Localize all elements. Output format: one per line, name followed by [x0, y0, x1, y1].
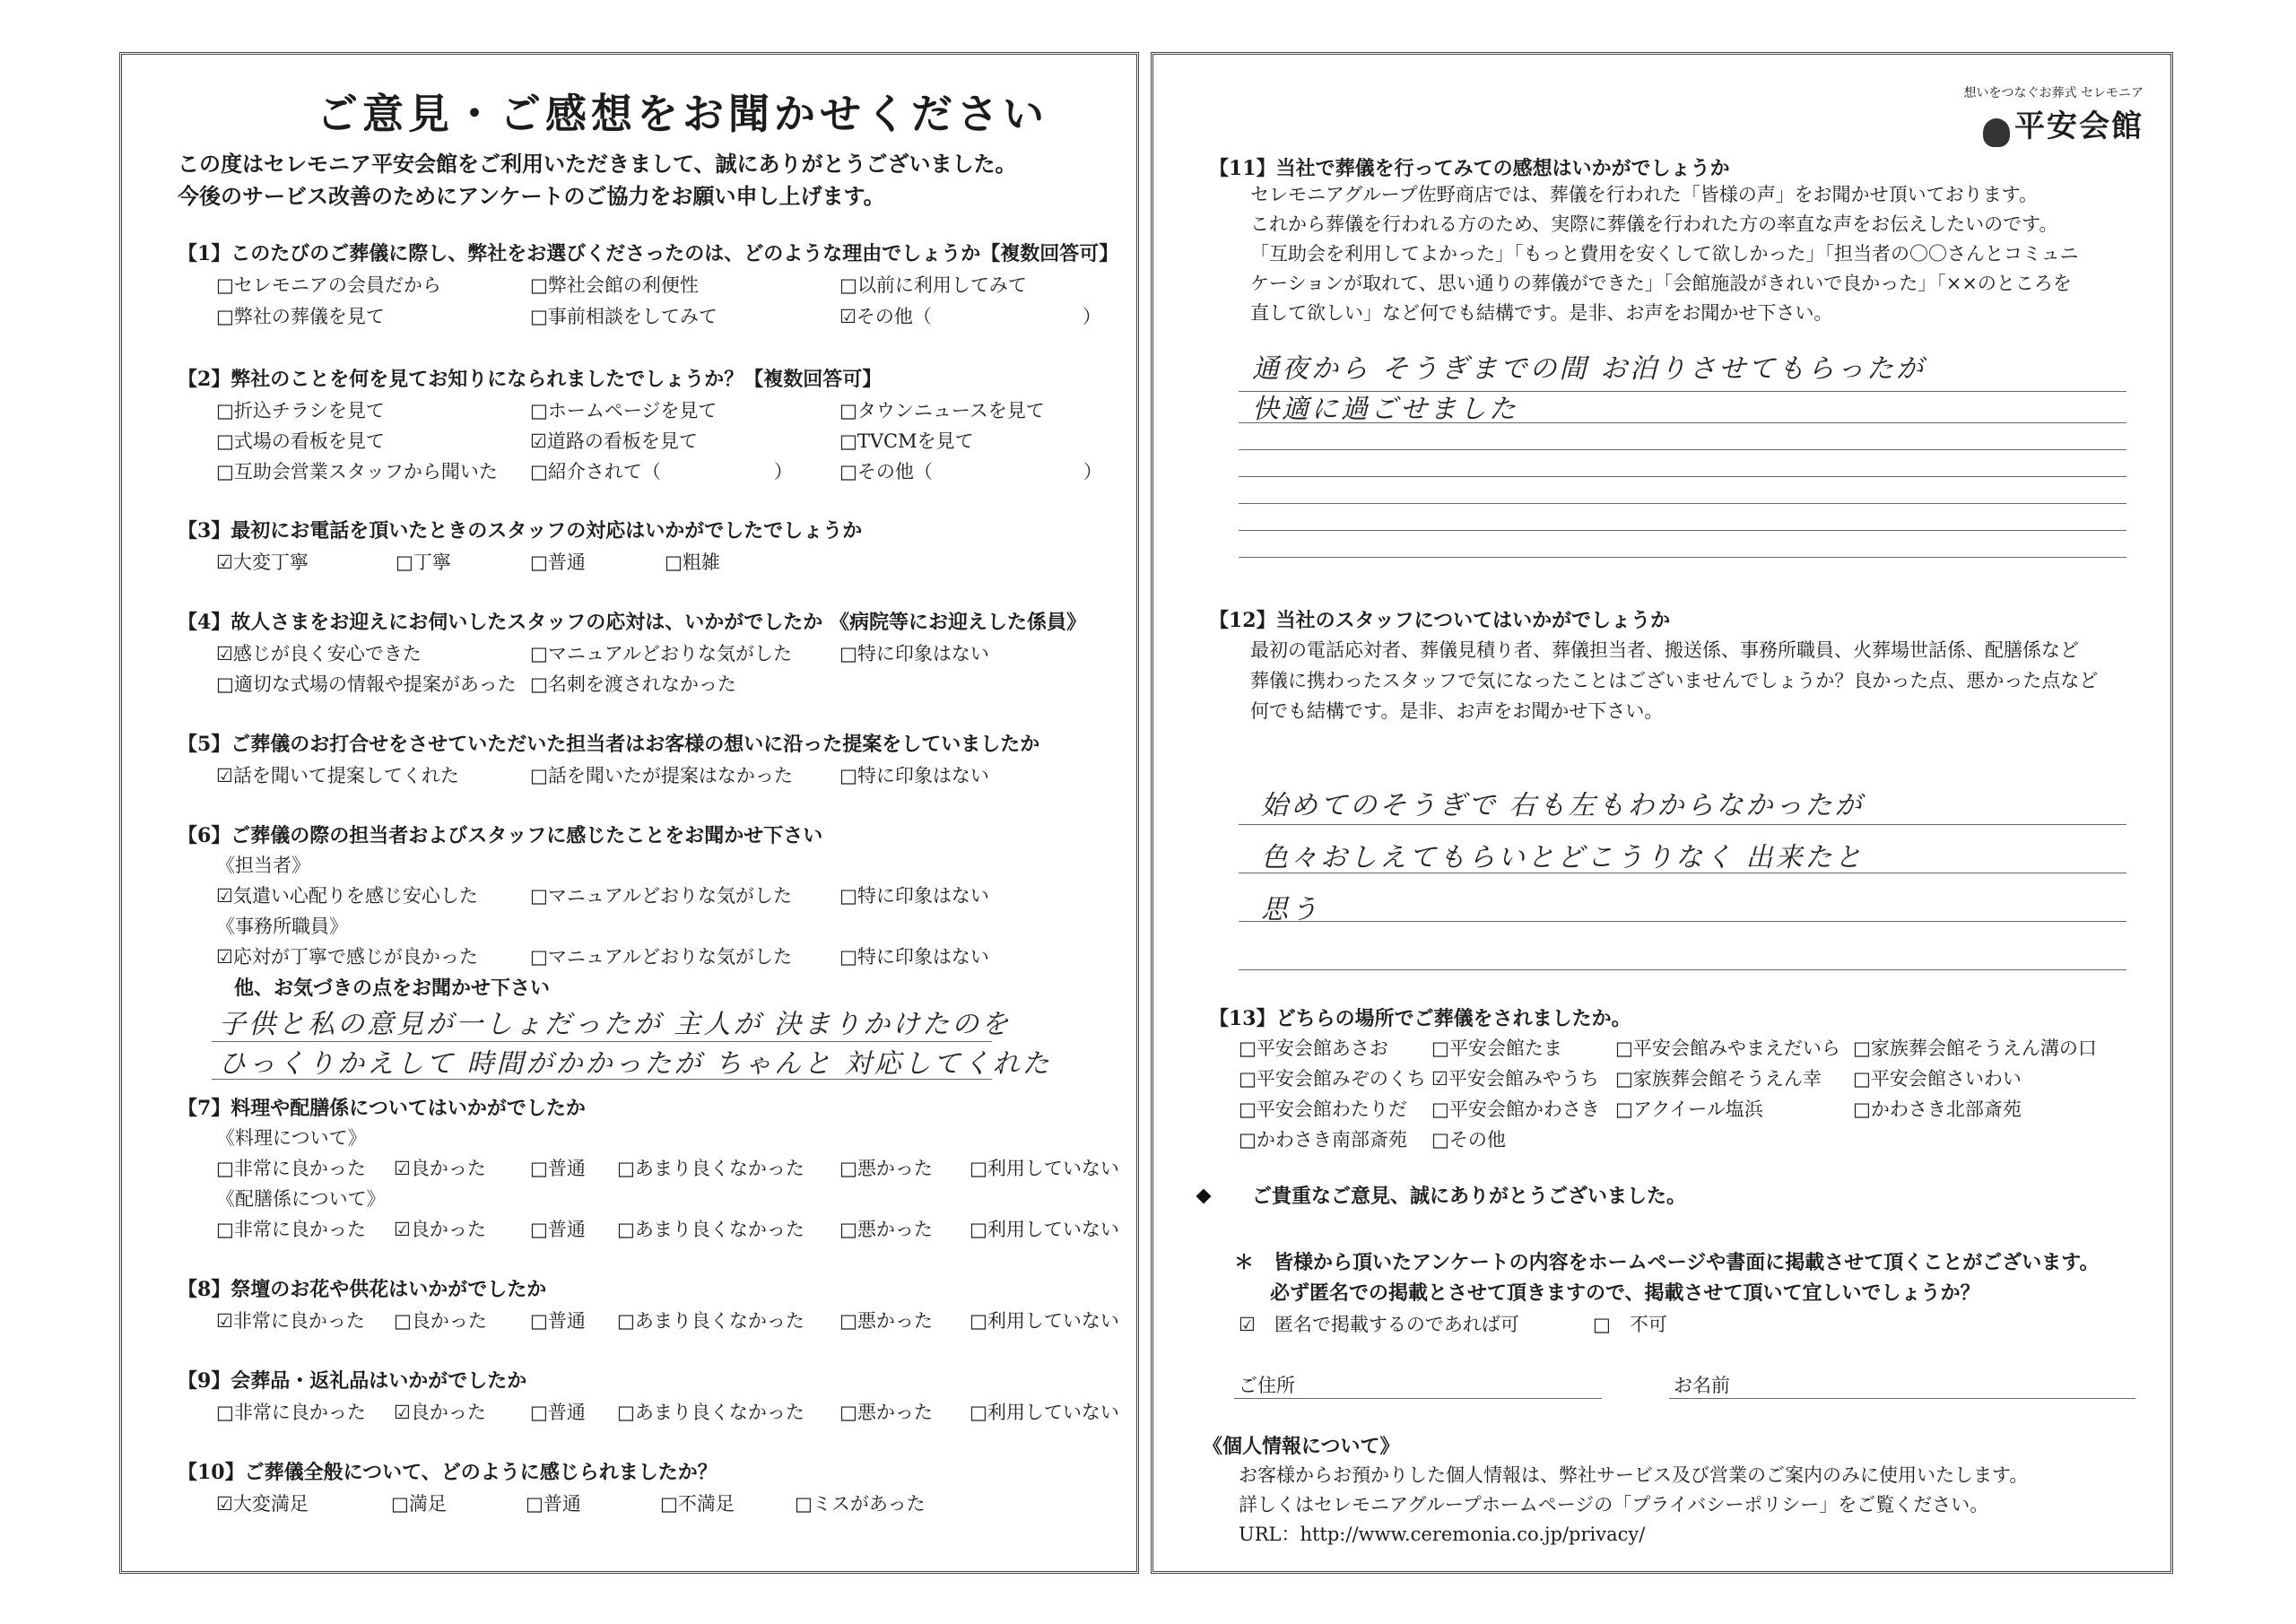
intro-line-2: 今後のサービス改善のためにアンケートのご協力をお願い申し上げます。 — [178, 183, 885, 209]
answer-line — [1239, 476, 2126, 477]
privacy-line: 詳しくはセレモニアグループホームページの「プライバシーポリシー」をご覧ください。 — [1239, 1494, 1989, 1515]
privacy-line: お客様からお預かりした個人情報は、弊社サービス及び営業のご案内のみに使用いたします。 — [1239, 1464, 2029, 1486]
q9-option[interactable]: □利用していない — [970, 1402, 1119, 1423]
q8-option[interactable]: □普通 — [530, 1310, 586, 1332]
answer-line — [1239, 422, 2126, 423]
q13-option[interactable]: □平安会館さいわい — [1853, 1068, 2022, 1090]
name-label: お名前 — [1674, 1375, 1730, 1396]
q13-option[interactable]: □かわさき北部斎苑 — [1853, 1099, 2022, 1120]
q1-option[interactable]: □事前相談をしてみて — [530, 306, 718, 327]
q13-option[interactable]: □平安会館わたりだ — [1239, 1099, 1407, 1120]
q10-label: 【10】ご葬儀全般について、どのように感じられましたか？ — [178, 1461, 718, 1484]
q7-option[interactable]: □普通 — [530, 1219, 586, 1240]
q5-label: 【5】ご葬儀のお打合せをさせていただいた担当者はお客様の想いに沿った提案をしていましたか — [178, 733, 1040, 756]
q2-option[interactable]: □TVCMを見て — [839, 430, 974, 452]
q7-sub-food: 《料理について》 — [216, 1127, 367, 1149]
q5-option[interactable]: ☑話を聞いて提案してくれた — [216, 765, 459, 786]
q7-option[interactable]: □非常に良かった — [216, 1158, 366, 1179]
page-title: ご意見・ご感想をお聞かせください — [317, 90, 1048, 138]
q2-option[interactable]: ☑道路の看板を見て — [530, 430, 698, 452]
q6-sub-staff: 《担当者》 — [216, 855, 310, 876]
q4-option[interactable]: □特に印象はない — [839, 643, 989, 664]
consent-no-option[interactable]: □ 不可 — [1593, 1314, 1667, 1335]
answer-line — [1239, 824, 2126, 825]
q4-option[interactable]: ☑感じが良く安心できた — [216, 643, 422, 664]
q13-option[interactable]: □平安会館たま — [1431, 1038, 1562, 1059]
q11-body-line: セレモニアグループ佐野商店では、葬儀を行われた「皆様の声」をお聞かせ頂いております。 — [1250, 184, 2039, 205]
q1-option[interactable]: □弊社の葬儀を見て — [216, 306, 385, 327]
brand-name: 平安会館 — [2014, 109, 2144, 144]
q13-option[interactable]: ☑平安会館みやうち — [1431, 1068, 1599, 1090]
intro-line-1: この度はセレモニア平安会館をご利用いただきまして、誠にありがとうございました。 — [178, 151, 1017, 177]
q12-handwritten-answer: 思う — [1261, 894, 1320, 925]
q3-label: 【3】最初にお電話を頂いたときのスタッフの対応はいかがでしたでしょうか — [178, 519, 863, 543]
q3-option[interactable]: ☑大変丁寧 — [216, 551, 309, 573]
q7-option[interactable]: □悪かった — [839, 1219, 933, 1240]
q13-option[interactable]: □アクイール塩浜 — [1615, 1099, 1763, 1120]
q11-label: 【11】当社で葬儀を行ってみての感想はいかがでしょうか — [1209, 157, 1730, 180]
q4-option[interactable]: □適切な式場の情報や提案があった — [216, 673, 517, 695]
privacy-title: 《個人情報について》 — [1203, 1435, 1400, 1458]
answer-line — [1239, 557, 2126, 558]
address-label: ご住所 — [1239, 1375, 1295, 1396]
q5-option[interactable]: □話を聞いたが提案はなかった — [530, 765, 793, 786]
q5-option[interactable]: □特に印象はない — [839, 765, 989, 786]
q6-option[interactable]: □マニュアルどおりな気がした — [530, 946, 793, 968]
q6-handwritten-answer: ひっくりかえして 時間がかかったが ちゃんと 対応してくれた — [219, 1048, 1052, 1080]
q13-option[interactable]: □家族葬会館そうえん溝の口 — [1853, 1038, 2097, 1059]
q6-sub-office: 《事務所職員》 — [216, 916, 348, 937]
q11-body-line: 直して欲しい」など何でも結構です。是非、お声をお聞かせ下さい。 — [1250, 302, 1833, 324]
q10-option[interactable]: □満足 — [391, 1493, 447, 1515]
bullet-diamond-icon — [1198, 1188, 1209, 1205]
q11-body-line: 「互助会を利用してよかった」「もっと費用を安くして欲しかった」「担当者の〇〇さんとコミュニ — [1250, 243, 2079, 265]
q11-body-line: これから葬儀を行われる方のため、実際に葬儀を行われた方の率直な声をお伝えしたいのです。 — [1250, 213, 2058, 235]
privacy-url[interactable]: URL：http://www.ceremonia.co.jp/privacy/ — [1239, 1524, 1646, 1545]
q2-option[interactable]: □折込チラシを見て — [216, 400, 385, 421]
q6-option[interactable]: □マニュアルどおりな気がした — [530, 885, 793, 907]
answer-line — [1239, 530, 2126, 531]
q1-label: 【1】このたびのご葬儀に際し、弊社をお選びくださったのは、どのような理由でしょうか【複数回答可】 — [178, 242, 1119, 265]
q7-option[interactable]: □普通 — [530, 1158, 586, 1179]
q11-body-line: ケーションが取れて、思い通りの葬儀ができた」「会館施設がきれいで良かった」「××のところを — [1250, 273, 2072, 294]
q7-option[interactable]: □利用していない — [970, 1219, 1119, 1240]
q6-option[interactable]: ☑気遣い心配りを感じ安心した — [216, 885, 478, 907]
name-line — [1669, 1398, 2135, 1399]
q7-option[interactable]: □利用していない — [970, 1158, 1119, 1179]
q12-handwritten-answer: 始めてのそうぎで 右も左もわからなかったが — [1261, 790, 1865, 821]
q3-option[interactable]: □丁寧 — [396, 551, 451, 573]
q9-option[interactable]: □非常に良かった — [216, 1402, 366, 1423]
q11-handwritten-answer: 通夜から そうぎまでの間 お泊りさせてもらったが — [1252, 353, 1926, 385]
q12-body-line: 葬儀に携わったスタッフで気になったことはございませんでしょうか？良かった点、悪かった点など — [1250, 670, 2099, 691]
address-line — [1234, 1398, 1602, 1399]
q12-body-line: 最初の電話応対者、葬儀見積り者、葬儀担当者、搬送係、事務所職員、火葬場世話係、配膳係など — [1250, 639, 2079, 661]
q9-option[interactable]: □普通 — [530, 1402, 586, 1423]
q1-option[interactable]: □セレモニアの会員だから — [216, 274, 441, 296]
q8-option[interactable]: ☑非常に良かった — [216, 1310, 365, 1332]
q7-label: 【7】料理や配膳係についてはいかがでしたか — [178, 1097, 586, 1120]
brand-logo — [1983, 101, 2144, 147]
consent-line: ＊ 皆様から頂いたアンケートの内容をホームページや書面に掲載させて頂くことがございます。 — [1234, 1251, 2100, 1274]
q9-label: 【9】会葬品・返礼品はいかがでしたか — [178, 1369, 527, 1393]
q9-option[interactable]: □あまり良くなかった — [617, 1402, 804, 1423]
q13-option[interactable]: □平安会館みぞのくち — [1239, 1068, 1426, 1090]
q12-label: 【12】当社のスタッフについてはいかがでしょうか — [1209, 609, 1671, 632]
q9-option[interactable]: □悪かった — [839, 1402, 933, 1423]
q2-option[interactable]: □紹介されて（ ） — [530, 461, 793, 482]
q12-body-line: 何でも結構です。是非、お声をお聞かせ下さい。 — [1250, 700, 1664, 722]
q11-handwritten-answer: 快適に過ごせました — [1252, 394, 1518, 425]
q13-option[interactable]: □平安会館かわさき — [1431, 1099, 1600, 1120]
answer-line — [1239, 503, 2126, 504]
answer-line — [1239, 921, 2126, 922]
answer-line — [1239, 449, 2126, 450]
q10-option[interactable]: □普通 — [526, 1493, 581, 1515]
q7-option[interactable]: □悪かった — [839, 1158, 933, 1179]
consent-line: 必ず匿名での掲載とさせて頂きますので、掲載させて頂いて宜しいでしょうか？ — [1270, 1281, 1980, 1305]
q6-option[interactable]: □特に印象はない — [839, 885, 989, 907]
q4-option[interactable]: □マニュアルどおりな気がした — [530, 643, 793, 664]
q9-option[interactable]: ☑良かった — [394, 1402, 486, 1423]
q2-option[interactable]: □その他（ ） — [839, 461, 1102, 482]
q13-option[interactable]: □平安会館みやまえだいら — [1615, 1038, 1840, 1059]
q13-option[interactable]: □その他 — [1431, 1129, 1506, 1151]
logo-flame-icon — [1983, 118, 2010, 147]
left-page — [119, 52, 1139, 1574]
q10-option[interactable]: □ミスがあった — [795, 1493, 926, 1515]
q12-handwritten-answer: 色々おしえてもらいとどこうりなく 出来たと — [1261, 842, 1865, 873]
q2-option[interactable]: □互助会営業スタッフから聞いた — [216, 461, 498, 482]
q2-option[interactable]: □ホームページを見て — [530, 400, 718, 421]
q13-option[interactable]: □かわさき南部斎苑 — [1239, 1129, 1407, 1151]
q6-option[interactable]: ☑応対が丁寧で感じが良かった — [216, 946, 478, 968]
q7-option[interactable]: □あまり良くなかった — [617, 1219, 804, 1240]
q10-option[interactable]: □不満足 — [660, 1493, 735, 1515]
q2-label: 【2】弊社のことを何を見てお知りになられましたでしょうか？【複数回答可】 — [178, 368, 883, 391]
q6-option[interactable]: □特に印象はない — [839, 946, 989, 968]
answer-line — [1239, 969, 2126, 970]
consent-yes-option[interactable]: ☑ 匿名で掲載するのであれば可 — [1239, 1314, 1519, 1335]
q7-option[interactable]: □あまり良くなかった — [617, 1158, 804, 1179]
q1-option[interactable]: ☑その他（ ） — [839, 306, 1101, 327]
q1-option[interactable]: □弊社会館の利便性 — [530, 274, 699, 296]
q8-option[interactable]: □良かった — [394, 1310, 487, 1332]
q3-option[interactable]: □粗雑 — [665, 551, 720, 573]
q2-option[interactable]: □式場の看板を見て — [216, 430, 385, 452]
right-page — [1151, 52, 2173, 1574]
q7-option[interactable]: ☑良かった — [394, 1219, 486, 1240]
thanks-text: ご貴重なご意見、誠にありがとうございました。 — [1252, 1185, 1687, 1208]
q13-option[interactable]: □家族葬会館そうえん幸 — [1615, 1068, 1822, 1090]
q8-option[interactable]: □あまり良くなかった — [617, 1310, 804, 1332]
q6-label: 【6】ご葬儀の際の担当者およびスタッフに感じたことをお聞かせ下さい — [178, 824, 823, 847]
q8-option[interactable]: □利用していない — [970, 1310, 1119, 1332]
q7-option[interactable]: □非常に良かった — [216, 1219, 366, 1240]
q4-option[interactable]: □名刺を渡されなかった — [530, 673, 736, 695]
q7-sub-service: 《配膳係について》 — [216, 1188, 386, 1210]
brand-tagline: 想いをつなぐお葬式 セレモニア — [1963, 86, 2144, 100]
answer-line — [212, 1079, 992, 1080]
q6-handwritten-answer: 子供と私の意見が一しょだったが 主人が 決まりかけたのを — [219, 1009, 1012, 1040]
q7-option[interactable]: ☑良かった — [394, 1158, 486, 1179]
q4-label: 【4】故人さまをお迎えにお伺いしたスタッフの応対は、いかがでしたか 《病院等にお迎えした係員》 — [178, 611, 1086, 634]
q10-option[interactable]: ☑大変満足 — [216, 1493, 309, 1515]
q8-option[interactable]: □悪かった — [839, 1310, 933, 1332]
q13-option[interactable]: □平安会館あさお — [1239, 1038, 1388, 1059]
q3-option[interactable]: □普通 — [530, 551, 586, 573]
q8-label: 【8】祭壇のお花や供花はいかがでしたか — [178, 1278, 547, 1301]
q2-option[interactable]: □タウンニュースを見て — [839, 400, 1045, 421]
q13-label: 【13】どちらの場所でご葬儀をされましたか。 — [1209, 1007, 1631, 1030]
q6-other-label: 他、お気づきの点をお聞かせ下さい — [234, 977, 551, 1000]
q1-option[interactable]: □以前に利用してみて — [839, 274, 1027, 296]
